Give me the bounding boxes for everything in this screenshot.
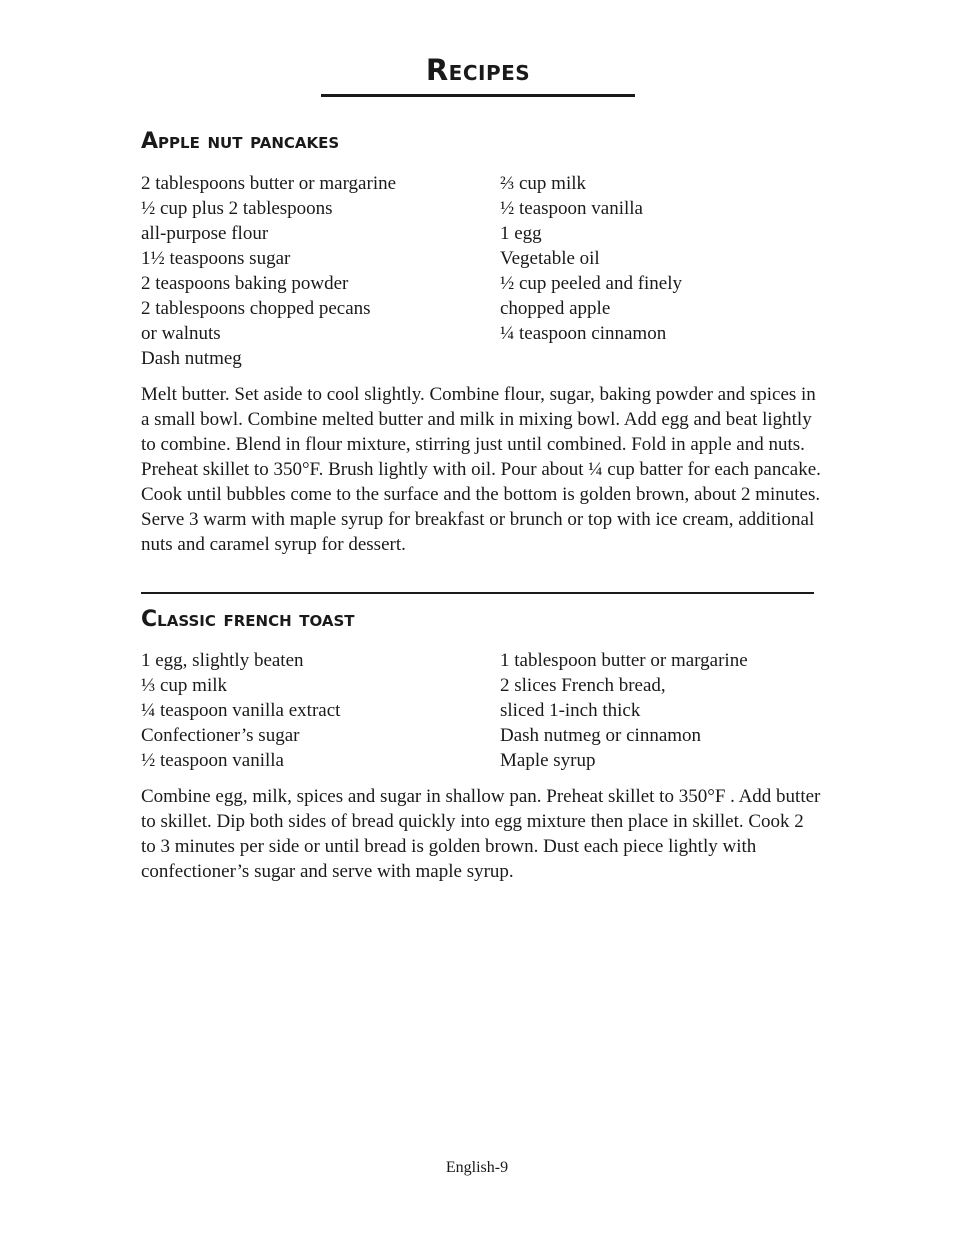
ingredient-item: 1 egg — [500, 223, 542, 244]
ingredient-item: ⅔ cup milk — [500, 173, 587, 194]
ingredient-item: all-purpose flour — [141, 223, 269, 244]
ingredient-item: ½ teaspoon vanilla — [500, 198, 643, 219]
ingredient-item: ⅓ cup milk — [141, 675, 228, 696]
ingredients-left-classic-french-toast — [141, 648, 340, 773]
ingredient-item: 1 egg, slightly beaten — [141, 650, 304, 671]
ingredient-item: Vegetable oil — [500, 248, 600, 269]
page-title: Recipes — [425, 53, 531, 87]
directions-apple-nut-pancakes: Melt butter. Set aside to cool slightly. Combine flour, sugar, baking powder and spices in a small bowl. Combine melted butter and milk in mixing bowl. Add egg and beat lightly to combine. Blend in flour mixture, stirring just until combined. Fold in apple and nuts. Preheat skillet to 350°F. Brush lightly with oil. Pour about ¼ cup batter for each pancake. Cook until bubbles come to the surface and the bottom is golden brown, about 2 minutes. Serve 3 warm with maple syrup for breakfast or brunch or top with ice cream, additional nuts and caramel syrup for dessert. — [141, 384, 821, 555]
recipe-title-classic-french-toast: Classic french toast — [141, 607, 355, 632]
ingredient-item: ½ cup plus 2 tablespoons — [141, 198, 333, 219]
ingredient-item: 2 slices French bread, — [500, 675, 666, 696]
ingredient-item: or walnuts — [141, 323, 221, 344]
ingredient-item: Maple syrup — [500, 750, 596, 771]
ingredient-item: Dash nutmeg — [141, 348, 242, 369]
ingredient-item: ¼ teaspoon cinnamon — [500, 323, 667, 344]
section-divider — [141, 592, 814, 594]
ingredient-item: ½ cup peeled and finely — [500, 273, 683, 294]
title-underline — [321, 94, 635, 97]
ingredient-item: 1 tablespoon butter or margarine — [500, 650, 748, 671]
directions-classic-french-toast: Combine egg, milk, spices and sugar in shallow pan. Preheat skillet to 350°F . Add butter to skillet. Dip both sides of bread quickly into egg mixture then place in skillet. Cook 2 to 3 minutes per side or until bread is golden brown. Dust each piece lightly with confectioner’s sugar and serve with maple syrup. — [141, 786, 821, 882]
ingredient-item: chopped apple — [500, 298, 611, 319]
ingredient-item: ¼ teaspoon vanilla extract — [141, 700, 341, 721]
page-number: English-9 — [445, 1159, 509, 1176]
recipe-title-apple-nut-pancakes: Apple nut pancakes — [141, 129, 340, 154]
ingredient-item: Dash nutmeg or cinnamon — [500, 725, 702, 746]
ingredients-right-apple-nut-pancakes — [500, 171, 682, 346]
ingredient-item: Confectioner’s sugar — [141, 725, 300, 746]
ingredient-item: 2 teaspoons baking powder — [141, 273, 349, 294]
ingredient-item: sliced 1-inch thick — [500, 700, 641, 721]
ingredient-item: 1½ teaspoons sugar — [141, 248, 291, 269]
ingredient-item: 2 tablespoons butter or margarine — [141, 173, 397, 194]
ingredients-left-apple-nut-pancakes — [141, 171, 396, 371]
ingredient-item: 2 tablespoons chopped pecans — [141, 298, 371, 319]
ingredient-item: ½ teaspoon vanilla — [141, 750, 284, 771]
ingredients-right-classic-french-toast — [500, 648, 748, 773]
